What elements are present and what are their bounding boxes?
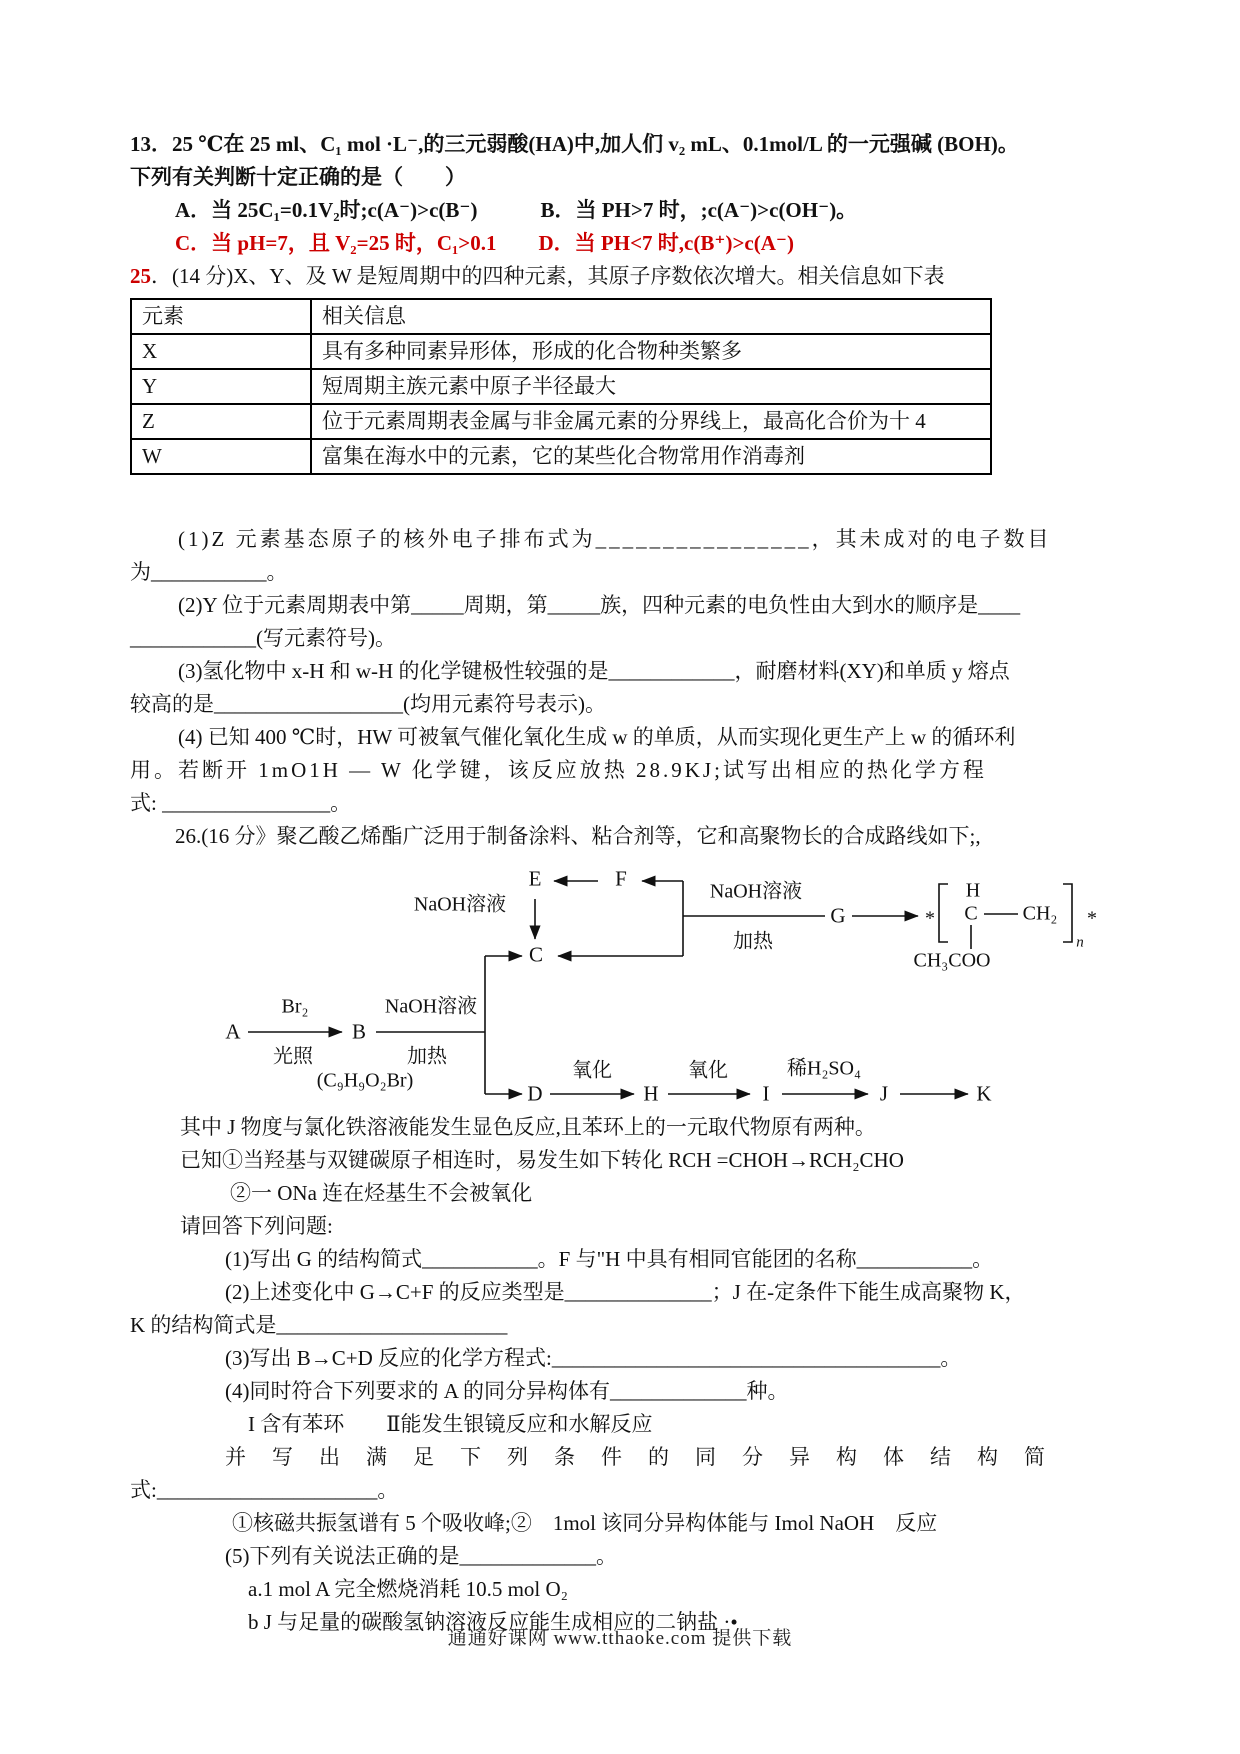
q25-part2-line1: (2)Y 位于元素周期表中第_____周期，第_____族，四种元素的电负性由大到水的顺序是____ (178, 593, 1021, 617)
node-a: A (225, 1019, 241, 1044)
table-cell: 位于元素周期表金属与非金属元素的分界线上，最高化合价为十 4 (311, 404, 991, 439)
q26-answer-prompt: 请回答下列问题: (180, 1214, 333, 1238)
q25-part2-line2: ____________(写元素符号)。 (130, 626, 396, 650)
q25-part1-line2: 为___________。 (130, 560, 288, 584)
q25-part3-line1: (3)氢化物中 x-H 和 w-H 的化学键极性较强的是____________，耐磨材料(XY)和单质 y 熔点 (178, 659, 1010, 683)
table-cell: X (131, 334, 311, 369)
table-cell: Z (131, 404, 311, 439)
q26-part3: (3)写出 B→C+D 反应的化学方程式:_____________________________________。 (225, 1346, 962, 1370)
label-heat-bottom: 加热 (407, 1045, 447, 1068)
label-heat-top: 加热 (733, 930, 773, 953)
q26-part4-write-line1: 并写出满足下列条件的同分异构体结构简 (225, 1445, 1071, 1469)
label-oxide-1: 氧化 (572, 1059, 612, 1082)
q26-part2-line2: K 的结构简式是______________________ (130, 1313, 508, 1337)
node-c: C (528, 942, 544, 967)
table-row (131, 334, 991, 369)
element-info-table (130, 298, 992, 475)
table-row (131, 299, 991, 334)
q13-stem-line1: 13．25 ℃在 25 ml、C₁ mol ·L⁻,的三元弱酸(HA)中,加人们 v₂ mL、0.1mol/L 的一元强碱 (BOH)。 (130, 132, 1019, 156)
table-cell: 具有多种同素异形体，形成的化合物种类繁多 (311, 334, 991, 369)
q26-known-1: 已知①当羟基与双键碳原子相连时，易发生如下转化 RCH =CHOH→RCH₂CHO (180, 1148, 904, 1172)
q13-options-ab: A．当 25C₁=0.1V₂时;c(A⁻)>c(B⁻) B．当 PH>7 时，;c(A⁻)>c(OH⁻)。 (175, 198, 858, 222)
label-h2so4: 稀H₂SO₄ (787, 1057, 861, 1080)
reaction-scheme-diagram (130, 859, 1110, 1111)
table-row (131, 404, 991, 439)
q26-part2-line1: (2)上述变化中 G→C+F 的反应类型是______________；J 在-定条件下能生成高聚物 K， (225, 1280, 1026, 1304)
q25-part1-line1: (1)Z 元素基态原子的核外电子排布式为________________，其未成对的电子数目 (178, 527, 1052, 551)
node-i: I (762, 1081, 770, 1106)
q25-number: 25 (130, 264, 151, 288)
node-b: B (351, 1019, 367, 1044)
polymer-acetate: CH₃COO (913, 949, 991, 972)
label-oxide-2: 氧化 (688, 1059, 728, 1082)
node-f: F (615, 866, 627, 891)
q25-part3-line2: 较高的是__________________(均用元素符号表示)。 (130, 692, 606, 716)
label-br2: Br₂ (281, 995, 309, 1018)
q26-part4-conditions: I 含有苯环 Ⅱ能发生银镜反应和水解反应 (248, 1412, 653, 1436)
polymer-h: H (965, 879, 981, 902)
table-cell: 短周期主族元素中原子半径最大 (311, 369, 991, 404)
table-cell: 富集在海水中的元素，它的某些化合物常用作消毒剂 (311, 439, 991, 474)
footer-site-credit: 通通好课网 www.tthaoke.com 提供下载 (447, 1628, 793, 1649)
q26-part4-nmr: ①核磁共振氢谱有 5 个吸收峰;② 1mol 该同分异构体能与 Imol NaOH 反应 (232, 1511, 938, 1535)
q13-stem-line2: 下列有关判断十定正确的是（ ） (130, 165, 466, 189)
polymer-n: n (1076, 934, 1084, 951)
q13-options-cd: C．当 pH=7，且 V₂=25 时，C₁>0.1 D．当 PH<7 时,c(B⁺)>c(A⁻) (175, 231, 794, 255)
table-row (131, 439, 991, 474)
label-light: 光照 (273, 1045, 313, 1068)
label-naoh-bottom: NaOH溶液 (384, 995, 478, 1018)
table-row (131, 369, 991, 404)
q25-header-text: ．(14 分)X、Y、及 W 是短周期中的四种元素，其原子序数依次增大。相关信息如下表 (151, 264, 945, 288)
q25-part4-line3: 式: ________________。 (130, 791, 352, 815)
q25-part4-line2: 用。若断开 1mO1H — W 化学键，该反应放热 28.9KJ;试写出相应的热化学方程 (130, 758, 987, 782)
q25-header (130, 260, 1110, 293)
node-e: E (528, 866, 542, 891)
polymer-star-left: * (925, 907, 935, 930)
polymer-ch2: CH₂ (1022, 902, 1058, 925)
table-cell: 元素 (131, 299, 311, 334)
node-g: G (830, 903, 846, 928)
node-j: J (879, 1081, 889, 1106)
q26-part4: (4)同时符合下列要求的 A 的同分异构体有_____________种。 (225, 1379, 789, 1403)
q26-part5-option-a: a.1 mol A 完全燃烧消耗 10.5 mol O₂ (248, 1577, 568, 1601)
q26-part1: (1)写出 G 的结构简式___________。F 与"H 中具有相同官能团的名称___________。 (225, 1247, 994, 1271)
polymer-star-right: * (1087, 907, 1097, 930)
node-d: D (527, 1081, 543, 1106)
q26-part5-option-b: b J 与足量的碳酸氢钠溶液反应能生成相应的二钠盐 ·• (248, 1610, 738, 1634)
table-cell: Y (131, 369, 311, 404)
label-b-formula: (C₉H₉O₂Br) (316, 1069, 414, 1092)
label-naoh-left: NaOH溶液 (413, 893, 507, 916)
q26-header: 26.(16 分》聚乙酸乙烯酯广泛用于制备涂料、粘合剂等，它和高聚物长的合成路线如下;, (175, 824, 981, 848)
table-cell: 相关信息 (311, 299, 991, 334)
table-cell: W (131, 439, 311, 474)
q25-part4-line1: (4) 已知 400 ℃时，HW 可被氧气催化氧化生成 w 的单质，从而实现化更生产上 w 的循环利 (178, 725, 1016, 749)
node-h: H (643, 1081, 659, 1106)
node-k: K (976, 1081, 992, 1106)
q26-part5: (5)下列有关说法正确的是_____________。 (225, 1544, 617, 1568)
label-naoh-top: NaOH溶液 (709, 880, 803, 903)
q26-part4-write-line2: 式:_____________________。 (130, 1478, 399, 1502)
polymer-c: C (964, 902, 978, 925)
q26-known-2: ②一 ONa 连在烃基生不会被氧化 (230, 1181, 533, 1205)
q26-note-j: 其中 J 物度与氯化铁溶液能发生显色反应,且苯环上的一元取代物原有两种。 (180, 1115, 876, 1139)
